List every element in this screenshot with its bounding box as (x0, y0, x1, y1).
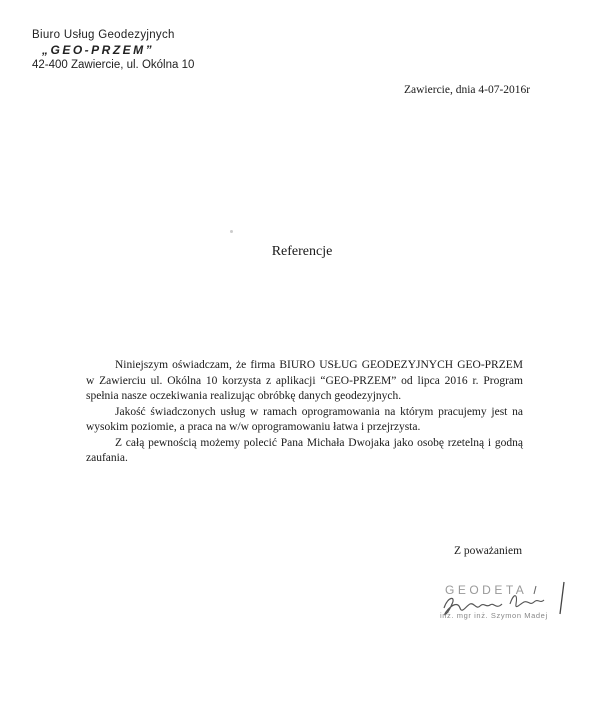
paragraph-2: Jakość świadczonych usług w ramach oprogramowania na którym pracujemy jest na wysokim poziomie, a praca na w/w oprogramowaniu łatwa i przejrzysta. (86, 405, 523, 433)
company-brand: „GEO-PRZEM” (42, 43, 155, 57)
closing-line: Z poważaniem (454, 545, 523, 557)
scan-speck (230, 230, 233, 233)
paragraph-1: Niniejszym oświadczam, że firma BIURO USŁUG GEODEZYJNYCH GEO-PRZEM w Zawierciu ul. Okólna 10 korzysta z aplikacji “GEO-PRZEM” od lipca 2016 r. Program spełnia nasze oczekiwania realizując obróbkę danych geodezyjnych. (86, 359, 523, 402)
date-line: Zawiercie, dnia 4-07-2016r (404, 84, 531, 96)
document-title: Referencje (271, 244, 333, 259)
paragraph-3: Z całą pewnością możemy polecić Pana Michała Dwojaka jako osobę rzetelną i godną zaufania. (86, 436, 523, 464)
signature-stamp-role: GEODETA (445, 583, 528, 597)
signature-stamp-name: inż. mgr inż. Szymon Madej (440, 611, 548, 620)
company-name: Biuro Usług Geodezyjnych (32, 29, 175, 41)
company-address: 42-400 Zawiercie, ul. Okólna 10 (32, 59, 195, 71)
company-header-stamp (32, 28, 194, 73)
letter-body (86, 358, 523, 467)
